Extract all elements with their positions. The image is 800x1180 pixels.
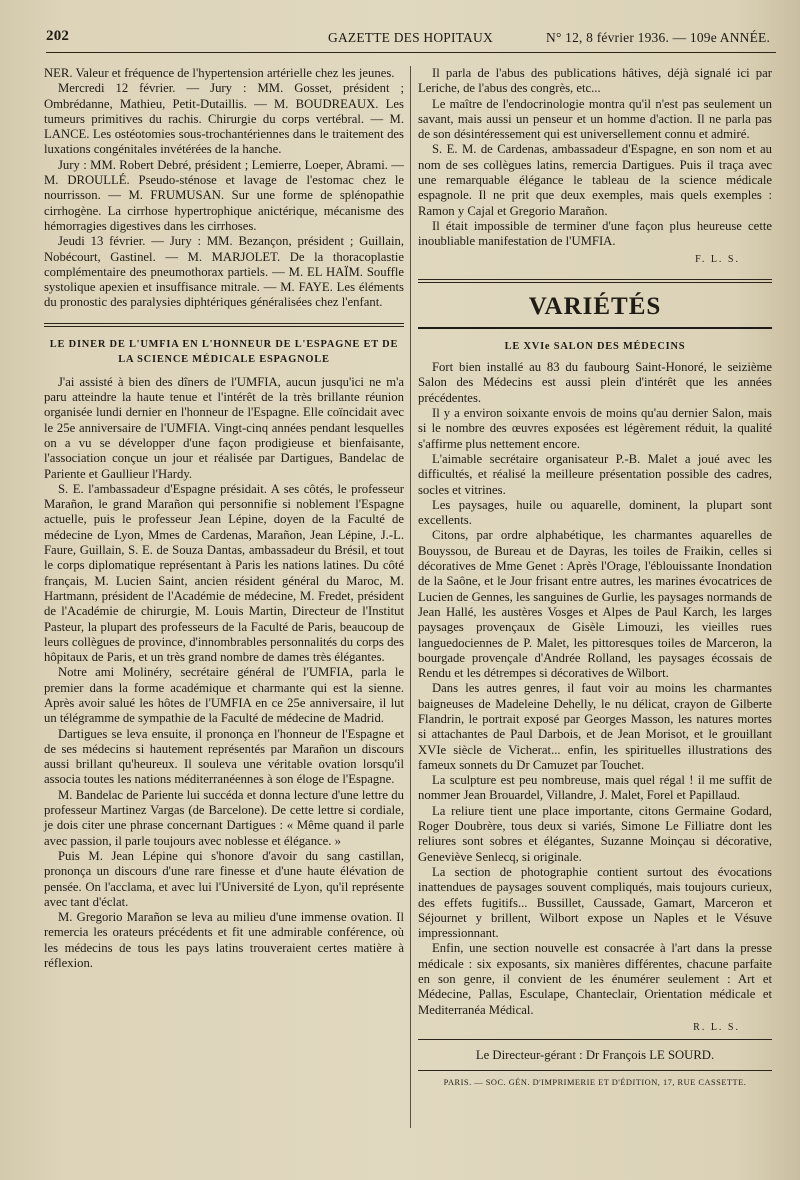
paragraph: S. E. l'ambassadeur d'Espagne présidait. A ses côtés, le professeur Marañon, le grand Marañon qui personnifie si noblement l'Espagne actuelle, puis le professeur Jean Lépine, doyen de la Faculté de médecine de Lyon, Mmes de Cardenas, Marañon, Jean Lépine, J.-L. Faure, Guillain, S. E. de Souza Dantas, ambassadeur du Brésil, et tout le corps diplomatique représentant à Paris les nations latines. Du côté français, M. Lucien Saint, ancien résident général du Maroc, M. Hartmann, président de l'Académie de médecine, M. Fredet, président de l'Académie de chirurgie, M. Louis Martin, Directeur de l'Institut Pasteur, la plupart des professeurs de la Faculté de Paris, beaucoup de leurs collègues de province, d'innombrables personnalités du corps des hôpitaux de Paris, et un très grand nombre de dames très élégantes. bbox=[44, 481, 404, 665]
paragraph: La reliure tient une place importante, citons Germaine Godard, Roger Doubrère, tous deux si variés, Simone Le Filliatre dont les reliures sont sobres et élégantes, Suzanne Moinçau si décorative, Geneviève Senlecq, si originale. bbox=[418, 803, 772, 864]
paragraph: Les paysages, huile ou aquarelle, dominent, la plupart sont excellents. bbox=[418, 497, 772, 528]
paragraph: M. Bandelac de Pariente lui succéda et donna lecture d'une lettre du professeur Martinez Vargas (de Barcelone). De cette lettre si cordiale, je dois citer une phrase concernant Dartigues : « Même quand il parle avec passion, il parle toujours avec noblesse et élégance. » bbox=[44, 787, 404, 848]
section-rule bbox=[44, 323, 404, 327]
paragraph: Jury : MM. Robert Debré, président ; Lemierre, Loeper, Abrami. — M. DROULLÉ. Pseudo-sténose et lavage de l'estomac chez le nourrisson. — M. FRUMUSAN. Sur une forme de splénopathie cirrhogène. La cirrhose hypertrophique anictérique, mécanisme des hémorragies digestives dans les cirrhoses. bbox=[44, 157, 404, 233]
page-header bbox=[46, 28, 776, 50]
paragraph: L'aimable secrétaire organisateur P.-B. Malet a joué avec les difficultés, et réalisé la meilleure présentation possible des cadres, socles et vitrines. bbox=[418, 451, 772, 497]
paragraph: Notre ami Molinéry, secrétaire général de l'UMFIA, parla le premier dans la forme académique et charmante qui est la sienne. Après avoir salué les hôtes de l'UMFIA en ce 25e anniversaire, il lut un télégramme de sympathie de la Faculté de médecine de Madrid. bbox=[44, 665, 404, 726]
paragraph: La section de photographie contient surtout des évocations inattendues de paysages souvent compliqués, mais toujours curieux, des effets fugitifs... Bussillet, Caussade, Gamart, Marceron et Séjournet y brillent, Wilbort expose un Naples et le Vésuve impressionnant. bbox=[418, 864, 772, 941]
paragraph: Fort bien installé au 83 du faubourg Saint-Honoré, le seizième Salon des Médecins est aussi plein d'intérêt que les années précédentes. bbox=[418, 360, 772, 405]
paragraph: Enfin, une section nouvelle est consacrée à l'art dans la presse médicale : six exposants, six manières différentes, chacune parfaite en son genre, il convient de les énumérer seulement : Art et Médecine, Pallas, Esculape, Chanteclair, Orientation médicale et Mediterranéa Médical. bbox=[418, 941, 772, 1017]
paragraph: Dans les autres genres, il faut voir au moins les charmantes baigneuses de Madeleine Dehelly, le nu délicat, crayon de Gilberte Flandrin, le portrait exposé par Georges Masson, les natures mortes si attachantes de Paul Darbois, et de Jean Morisot, et le grouillant XVIe siècle de Vicherat... enfin, les spirituelles illustrations des fameux sonnets du Dr Camuzet par Touchet. bbox=[418, 681, 772, 772]
column-divider bbox=[410, 66, 411, 1128]
paragraph: J'ai assisté à bien des dîners de l'UMFIA, aucun jusqu'ici ne m'a paru atteindre la haute tenue et l'intérêt de la très brillante réunion organisée lundi dernier en l'honneur de l'Espagne. Elle coïncidait avec le 25e anniversaire de l'UMFIA. Vingt-cinq années pendant lesquelles on a vu se développer d'une façon prodigieuse et bienfaisante, l'association conçue un jour et réalisée par Dartigues, Bandelac de Pariente et Gaullieur l'Hardy. bbox=[44, 374, 404, 481]
paragraph: Mercredi 12 février. — Jury : MM. Gosset, président ; Ombrédanne, Mathieu, Petit-Dutaillis. — M. BOUDREAUX. Les tumeurs primitives du rachis. Chirurgie du corps vertébral. — M. LANCE. Les ostéotomies sous-trochantériennes dans le traitement des luxations congénitales invétérées de la hanche. bbox=[44, 81, 404, 157]
paragraph: Il était impossible de terminer d'une façon plus heureuse cette inoubliable manifestation de l'UMFIA. bbox=[418, 218, 772, 249]
director-line: Le Directeur-gérant : Dr François LE SOURD. bbox=[418, 1039, 772, 1063]
section-title: LE DINER DE L'UMFIA EN L'HONNEUR DE L'ESPAGNE ET DE LA SCIENCE MÉDICALE ESPAGNOLE bbox=[49, 338, 399, 365]
page-number: 202 bbox=[46, 28, 70, 44]
printer-line: PARIS. — SOC. GÉN. D'IMPRIMERIE ET D'ÉDITION, 17, RUE CASSETTE. bbox=[418, 1070, 772, 1090]
paragraph: Le maître de l'endocrinologie montra qu'il n'est pas seulement un savant, mais aussi un penseur et un homme d'action. Il ne parla pas de son désintéressement qui est universellement connu et admiré. bbox=[418, 96, 772, 142]
issue-info: N° 12, 8 février 1936. — 109e ANNÉE. bbox=[546, 30, 771, 45]
paragraph: La sculpture est peu nombreuse, mais quel régal ! il me suffit de nommer Jean Brouardel, Villandre, J. Malet, Forel et Papillaud. bbox=[418, 773, 772, 803]
right-column bbox=[418, 66, 772, 1090]
paragraph: Dartigues se leva ensuite, il prononça en l'honneur de l'Espagne et de ses médecins si hautement représentés par Marañon un discours aussi brillant qu'heureux. Il souleva une véritable ovation lorsqu'il associa toutes les nations méditerranéennes à son éloge de l'Espagne. bbox=[44, 726, 404, 787]
paragraph: Puis M. Jean Lépine qui s'honore d'avoir du sang castillan, prononça un discours d'une rare finesse et d'une haute élévation de pensée. On l'acclama, et avec lui l'Université de Lyon, qu'il représente avec tant d'éclat. bbox=[44, 848, 404, 909]
paragraph: Il y a environ soixante envois de moins qu'au dernier Salon, mais si le nombre des œuvres exposées est légèrement réduit, la qualité s'affirme plus nettement encore. bbox=[418, 406, 772, 451]
publication-title: GAZETTE DES HOPITAUX bbox=[328, 30, 493, 45]
paragraph: Citons, par ordre alphabétique, les charmantes aquarelles de Bouyssou, de Bureau et de Dayras, les toiles de Fraikin, celles si décoratives de Mme Genet : Après l'Orage, l'éblouissante Inondation de la Saône, et le Jour frisant entre autres, les marines évocatrices de Lucien de Gennes, les sanguines de Gurlie, les paysages normands de Jean Hallé, les austères Vosges et Alpes de Paul Karch, les larges paysages provençaux de Gisèle Limouzi, les vieilles rues languedociennes de P. Malet, les pittoresques toiles de Marceron, la bourgade provençale d'Andrée Rolland, les paysages écossais de Rendu et les détrempes si décoratives de Wilbort. bbox=[418, 528, 772, 681]
paragraph: S. E. M. de Cardenas, ambassadeur d'Espagne, en son nom et au nom de ses collègues latins, remercia Dartigues. Puis il traça avec une remarquable élégance le tableau de la science médicale espagnole. Il ne prit que deux exemples, mais quels exemples : Ramon y Cajal et Gregorio Marañon. bbox=[418, 142, 772, 218]
paragraph: NER. Valeur et fréquence de l'hypertension artérielle chez les jeunes. bbox=[44, 66, 395, 80]
varietes-heading: VARIÉTÉS bbox=[528, 292, 662, 320]
section-rule bbox=[418, 279, 772, 283]
header-rule bbox=[46, 52, 776, 53]
paragraph: Jeudi 13 février. — Jury : MM. Bezançon, président ; Guillain, Nobécourt, Gastinel. — M. MARJOLET. De la thoracoplastie complémentaire des pneumothorax partiels. — M. EL HAÏM. Souffle systolique apexien et insuffisance mitrale. — M. FAYE. Les éléments du pronostic des paralysies diphtériques généralisées chez l'enfant. bbox=[44, 234, 404, 310]
paragraph: Il parla de l'abus des publications hâtives, déjà signalé ici par Leriche, de l'abus des congrès, etc... bbox=[418, 66, 772, 96]
heading-rule bbox=[418, 327, 772, 329]
salon-title: LE XVIe SALON DES MÉDECINS bbox=[504, 340, 686, 352]
paragraph: M. Gregorio Marañon se leva au milieu d'une immense ovation. Il remercia les orateurs précédents et fit une admirable conférence, où les médecins de tous les pays latins trouveraient certes matière à réflexion. bbox=[44, 910, 404, 971]
left-column bbox=[44, 66, 404, 971]
author-signature: R. L. S. bbox=[693, 1021, 740, 1033]
author-signature: F. L. S. bbox=[695, 253, 740, 265]
